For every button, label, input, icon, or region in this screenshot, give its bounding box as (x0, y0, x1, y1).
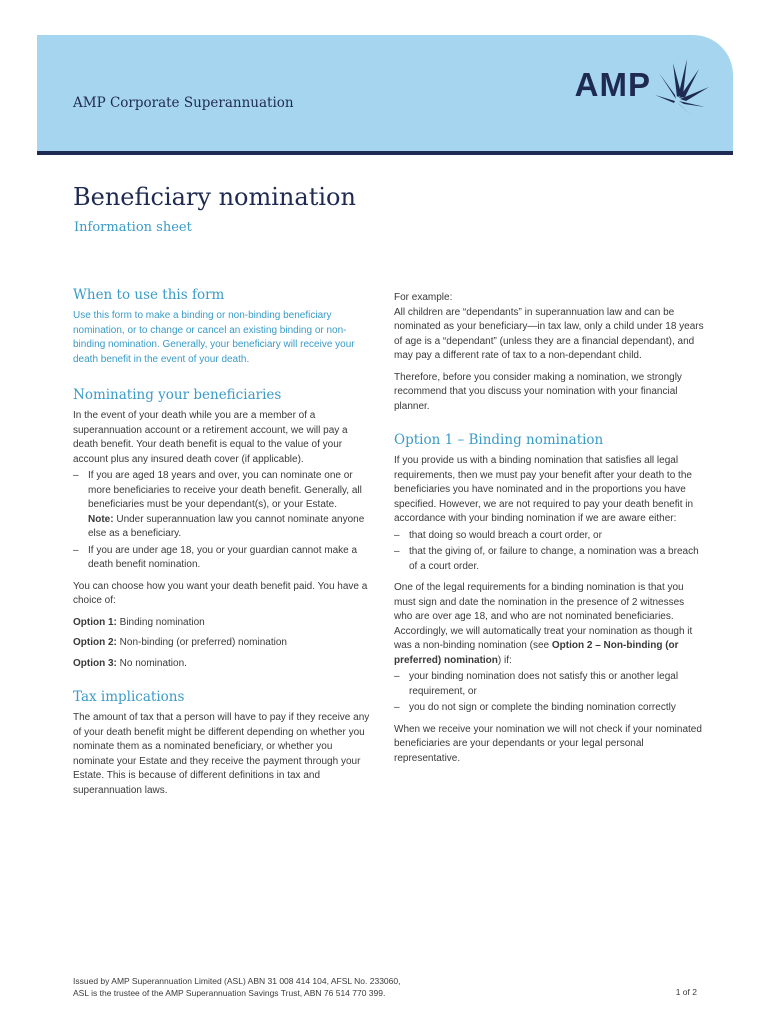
tax-text: The amount of tax that a person will have to pay if they receive any of your death benefit might be different depending on whether you nominate them as a nominated beneficiary, or whether you nominate your Estate and they receive the payment through your Estate. This is because of different definitions in tax and superannuation laws. (73, 712, 370, 796)
list-item: – that the giving of, or failure to change, a nomination was a breach of a court order. (394, 545, 704, 574)
footer-issuer (73, 975, 400, 999)
option-3-line (73, 657, 373, 672)
legal-text-bold: Option 2 – Non-binding (or preferred) nomination (394, 640, 679, 666)
nominating-list (73, 469, 373, 573)
note-label: Note: (88, 513, 114, 525)
page-number: 1 of 2 (675, 987, 697, 997)
bullet-text: If you are aged 18 years and over, you can nominate one or more beneficiaries to receive your death benefit. Generally, all beneficiaries must be your dependant(s), or your Estate. (88, 470, 362, 510)
note-text: Under superannuation law you cannot nominate anyone else as a beneficiary. (88, 513, 365, 539)
option1-list (394, 529, 704, 575)
option-text: No nomination. (116, 657, 187, 669)
amp-logo (575, 55, 711, 115)
option-text: Non-binding (or preferred) nomination (116, 637, 287, 648)
right-column (394, 291, 704, 773)
org-title: AMP Corporate Superannuation (73, 95, 294, 111)
left-column (73, 287, 373, 805)
option-1-line (73, 616, 373, 631)
closing-text: When we receive your nomination we will not check if your nominated beneficiaries are your dependants or your legal personal representative. (394, 723, 702, 764)
legal-text-post: ) if: (497, 654, 512, 666)
example-text: All children are “dependants” in superannuation law and can be nominated as your beneficiary—in tax law, only a child under 18 years of age is a “dependant” (unless they are a financial dependant), and may pay a different rate of tax to a non-dependant child. (394, 306, 704, 361)
header-banner (37, 35, 733, 151)
option-2-line (73, 636, 373, 651)
footer-line-2: ASL is the trustee of the AMP Superannuation Savings Trust, ABN 76 514 770 399. (73, 988, 386, 998)
nominating-heading: Nominating your beneficiaries (73, 387, 282, 403)
legal-text-pre: One of the legal requirements for a binding nomination is that you must sign and date the nomination in the presence of 2 witnesses who are over age 18, and who are not nominated beneficiaries. Accordingly, we will automatically treat your nomination as though it was a non-binding nomination (see (394, 582, 693, 651)
nominating-text: In the event of your death while you are a member of a superannuation account or a retirement account, we will pay a death benefit. Your death benefit is equal to the value of your account plus any insured death cover (if applicable). (73, 410, 348, 465)
option-label: Option 3: (73, 657, 117, 669)
choose-text: You can choose how you want your death benefit paid. You have a choice of: (73, 580, 368, 606)
when-text: Use this form to make a binding or non-binding beneficiary nomination, or to change or cancel an existing binding or non-binding nomination. Generally, your beneficiary will receive your death benefit in the event of your death. (73, 310, 355, 365)
footer-line-1: Issued by AMP Superannuation Limited (ASL) ABN 31 008 414 104, AFSL No. 233060, (73, 976, 401, 986)
amp-star-icon (653, 55, 711, 115)
option-label: Option 1: (73, 616, 117, 628)
list-item (73, 469, 373, 542)
header-rule (37, 151, 733, 155)
legal-text (394, 581, 704, 668)
example-label: For example: (394, 292, 453, 303)
option-label: Option 2: (73, 637, 117, 648)
legal-list (394, 670, 704, 716)
document-subtitle: Information sheet (74, 220, 192, 235)
document-title: Beneficiary nomination (73, 183, 356, 211)
therefore-text: Therefore, before you consider making a nomination, we strongly recommend that you discuss your nomination with your financial planner. (394, 371, 682, 412)
list-item: – your binding nomination does not satisfy this or another legal requirement, or (394, 670, 704, 699)
tax-heading: Tax implications (73, 689, 185, 705)
when-heading: When to use this form (73, 287, 225, 303)
option1-text: If you provide us with a binding nomination that satisfies all legal requirements, then we must pay your benefit after your death to the beneficiaries you have nominated and in the proportions you have specified. However, we are not required to pay your death benefit in accordance with your binding nomination if we are aware either: (394, 455, 694, 524)
list-item: – If you are under age 18, you or your guardian cannot make a death benefit nomination. (73, 544, 373, 573)
list-item: – you do not sign or complete the binding nomination correctly (394, 701, 704, 716)
option1-heading: Option 1 – Binding nomination (394, 432, 604, 448)
list-item: – that doing so would breach a court order, or (394, 529, 704, 544)
logo-text: AMP (574, 66, 651, 103)
option-text: Binding nomination (116, 616, 205, 628)
